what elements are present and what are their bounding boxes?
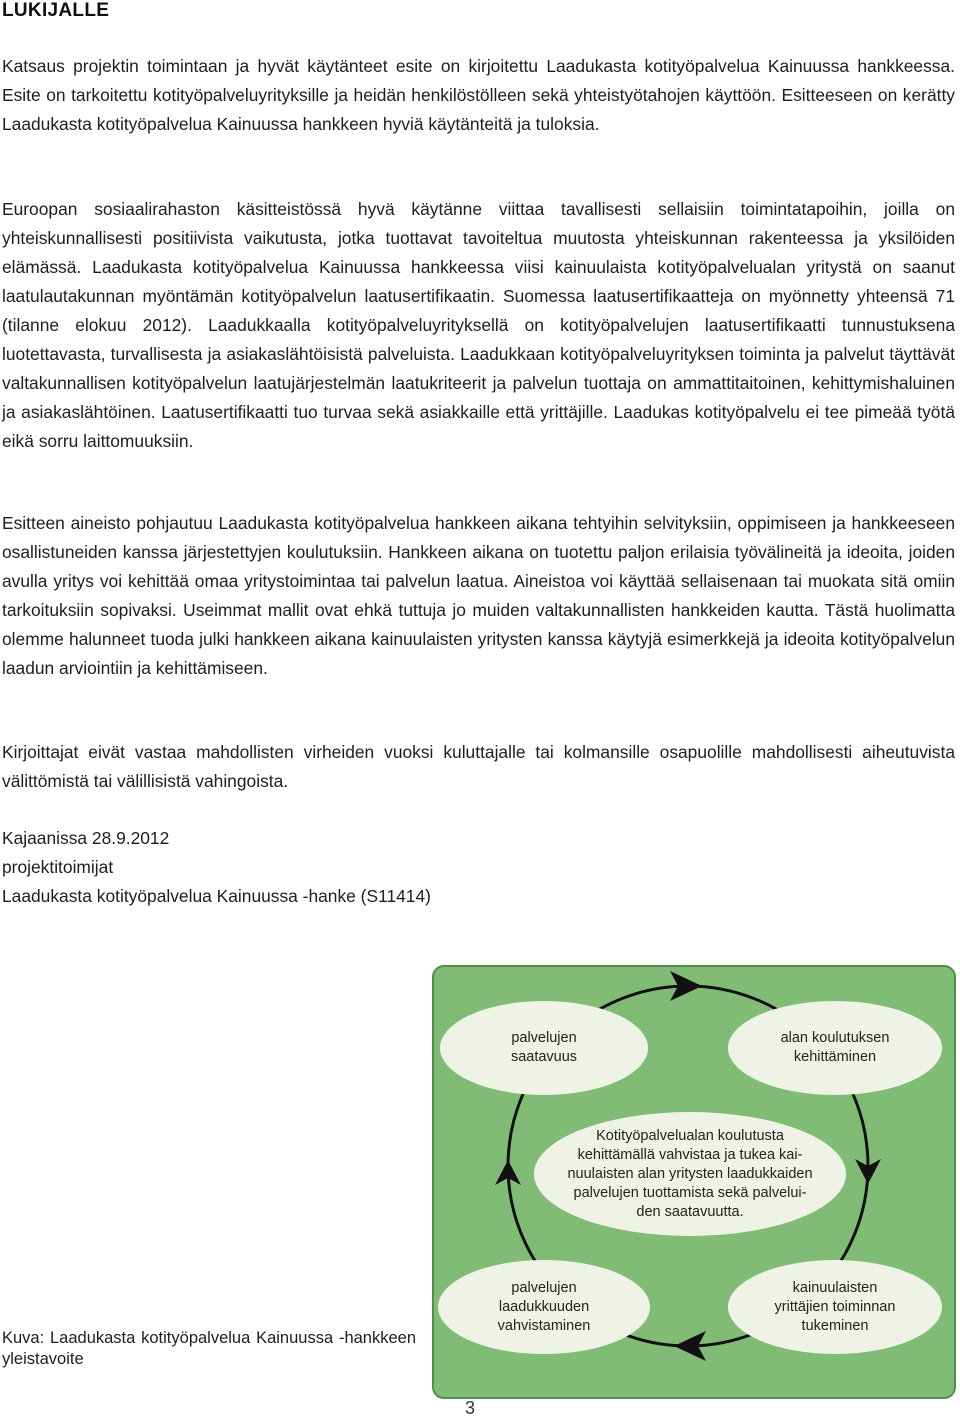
ellipse-service-availability <box>440 1001 648 1095</box>
ellipse-quality-strengthening <box>438 1260 650 1354</box>
ellipse-center-goal <box>534 1112 846 1236</box>
disclaimer-paragraph: Kirjoittajat eivät vastaa mahdollisten virheiden vuoksi kuluttajalle tai kolmansille osapuolille mahdollisesti aiheutuvista välittömistä tai välillisistä vahingoista. <box>2 742 955 791</box>
figure-caption: Kuva: Laadukasta kotityöpalvelua Kainuussa -hankkeen yleistavoite <box>2 1329 416 1368</box>
ellipse-training-development <box>728 1001 942 1095</box>
label-training-development: alan koulutuksen kehittäminen <box>780 1030 890 1065</box>
label-service-availability: palvelujen saatavuus <box>510 1030 578 1065</box>
label-quality-strengthening: palvelujen laadukkuuden vahvistaminen <box>497 1279 591 1334</box>
label-center-goal: Kotityöpalvelualan koulutusta kehittämällä vahvistaa ja tukea kai- nuulaisten alan yritysten laadukkaiden palvelujen tuottamista sekä palvelui- den saatavuutta. <box>567 1127 813 1220</box>
good-practice-paragraph: Euroopan sosiaalirahaston käsitteistössä hyvä käytänne viittaa tavallisesti sellaisiin toimintatapoihin, joilla on yhteiskunnallisesti positiivista vaikutusta, jotka tuottavat tavoiteltua muutosta yhteiskunnan rakenteessa ja yksilöiden elämässä. Laadukasta kotityöpalvelua Kainuussa hankkeessa viisi kainuulaista kotityöpalvelualan yritystä on saanut laatulautakunnan myöntämän kotityöpalvelun laatusertifikaatin. Suomessa laatusertifikaatteja on myönnetty yhteensä 71 (tilanne elokuu 2012). Laadukkaalla kotityöpalveluyrityksellä on kotityöpalvelujen laatusertifikaatti tunnustuksena luotettavasta, turvallisesta ja asiakaslähtöisistä palveluista. Laadukkaan kotityöpalveluyrityksen toiminta ja palvelut täyttävät valtakunnallisen kotityöpalvelun laatujärjestelmän laatukriteerit ja palvelun tuottaja on ammattitaitoinen, kehittymishaluinen ja asiakaslähtöinen. Laatusertifikaatti tuo turvaa sekä asiakkaille että yrittäjille. Laadukas kotityöpalvelu ei tee pimeää työtä eikä sorru laittomuuksiin. <box>2 199 955 451</box>
intro-paragraph: Katsaus projektin toimintaan ja hyvät käytänteet esite on kirjoitettu Laadukasta kotityöpalvelua Kainuussa hankkeessa. Esite on tarkoitettu kotityöpalveluyrityksille ja heidän henkilöstölleen sekä yhteistyötahojen käyttöön. Esitteeseen on kerätty Laadukasta kotityöpalvelua Kainuussa hankkeen hyviä käytänteitä ja tuloksia. <box>2 56 955 134</box>
label-entrepreneur-support: kainuulaisten yrittäjien toiminnan tukeminen <box>774 1279 896 1334</box>
goal-cycle-diagram <box>432 965 956 1399</box>
signature-block <box>2 824 431 911</box>
material-paragraph: Esitteen aineisto pohjautuu Laadukasta kotityöpalvelua hankkeen aikana tehtyihin selvityksiin, oppimiseen ja hankkeeseen osallistuneiden kanssa järjestettyjen koulutuksiin. Hankkeen aikana on tuotettu paljon erilaisia työvälineitä ja ideoita, joiden avulla yritys voi kehittää omaa yritystoimintaa tai palvelun laatua. Aineistoa voi käyttää sellaisenaan tai muokata sitä omiin tarkoituksiin sopivaksi. Useimmat mallit ovat ehkä tuttuja jo muiden valtakunnallisten hankkeiden kautta. Tästä huolimatta olemme halunneet tuoda julki hankkeen aikana kainuulaisten yritysten kanssa käytyjä esimerkkejä ja ideoita kotityöpalvelun laadun arviointiin ja kehittämiseen. <box>2 513 955 678</box>
ellipse-entrepreneur-support <box>728 1260 942 1354</box>
signature-author: projektitoimijat <box>2 857 114 877</box>
signature-place-date: Kajaanissa 28.9.2012 <box>2 828 170 848</box>
page-number: 3 <box>464 1398 475 1418</box>
signature-project: Laadukasta kotityöpalvelua Kainuussa -hanke (S11414) <box>2 886 431 906</box>
page-heading: LUKIJALLE <box>2 0 110 21</box>
